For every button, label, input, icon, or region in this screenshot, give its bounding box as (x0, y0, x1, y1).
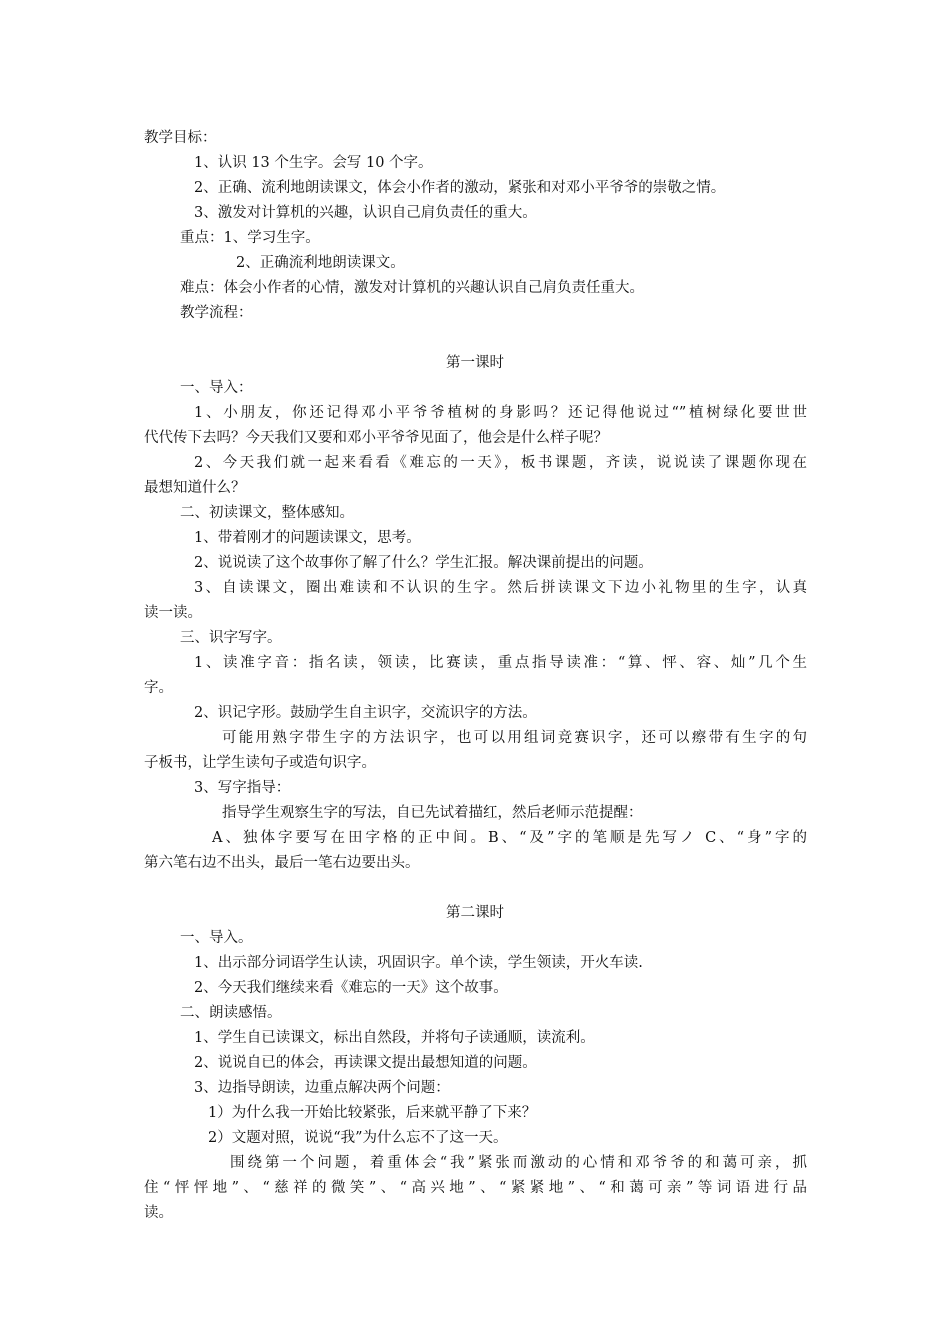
goal-item: 3、激发对计算机的兴趣，认识自己肩负责任的重大。 (194, 205, 537, 221)
paragraph-line: 3、自读课文，圈出难读和不认识的生字。然后拼读课文下边小礼物里的生字，认真 (194, 580, 807, 596)
paragraph-line: 围绕第一个问题，着重体会“我”紧张而激动的心情和邓爷爷的和蔼可亲，抓 (230, 1155, 807, 1171)
paragraph-line: 住“怦怦地”、“慈祥的微笑”、“高兴地”、“紧紧地”、“和蔼可亲”等词语进行品 (144, 1180, 807, 1196)
paragraph-line: 字。 (144, 680, 173, 696)
list-item: 1、学生自已读课文，标出自然段，并将句子读通顺，读流利。 (194, 1030, 595, 1046)
paragraph-line: 读一读。 (144, 605, 202, 621)
key-points: 重点：1、学习生字。 (180, 230, 320, 246)
sub-list-item: 2）文题对照，说说“我”为什么忘不了这一天。 (208, 1130, 508, 1146)
sub-list-item: 1）为什么我一开始比较紧张，后来就平静了下来？ (208, 1105, 537, 1121)
section-heading: 一、导入。 (180, 930, 253, 946)
key-points-item: 2、正确流利地朗读课文。 (236, 255, 405, 271)
list-item: 3、写字指导： (194, 780, 291, 796)
paragraph-line: 2、今天我们就一起来看看《难忘的一天》，板书课题，齐读，说说读了课题你现在 (194, 455, 807, 471)
paragraph-line: 1、小朋友，你还记得邓小平爷爷植树的身影吗？还记得他说过“”植树绿化要世世 (194, 405, 807, 421)
goal-item: 1、认识 13 个生字。会写 10 个字。 (194, 155, 433, 171)
paragraph-line: 第六笔右边不出头，最后一笔右边要出头。 (144, 855, 420, 871)
teaching-process-heading: 教学流程： (180, 305, 253, 321)
section-heading: 二、朗读感悟。 (180, 1005, 282, 1021)
paragraph-line: 子板书，让学生读句子或造句识字。 (144, 755, 376, 771)
paragraph-line: 最想知道什么？ (144, 480, 246, 496)
section-heading: 三、识字写字。 (180, 630, 282, 646)
paragraph-line: 代代传下去吗？今天我们又要和邓小平爷爷见面了，他会是什么样子呢？ (144, 430, 608, 446)
list-item: 2、说说自已的体会，再读课文提出最想知道的问题。 (194, 1055, 537, 1071)
section-heading: 二、初读课文，整体感知。 (180, 505, 354, 521)
paragraph-line: 指导学生观察生字的写法，自已先试着描红，然后老师示范提醒： (222, 805, 643, 821)
lesson-two-title: 第二课时 (446, 905, 504, 921)
goal-item: 2、正确、流利地朗读课文，体会小作者的激动，紧张和对邓小平爷爷的崇敬之情。 (194, 180, 726, 196)
paragraph-line: 读。 (144, 1205, 173, 1221)
list-item: 3、边指导朗读，边重点解决两个问题： (194, 1080, 450, 1096)
teaching-goals-heading: 教学目标： (144, 130, 217, 146)
list-item: 1、出示部分词语学生认读，巩固识字。单个读，学生领读，开火车读. (194, 955, 643, 971)
difficulties: 难点：体会小作者的心情，激发对计算机的兴趣认识自己肩负责任重大。 (180, 280, 644, 296)
paragraph-line: 可能用熟字带生字的方法识字，也可以用组词竞赛识字，还可以瘵带有生字的句 (222, 730, 807, 746)
section-heading: 一、导入： (180, 380, 253, 396)
list-item: 2、识记字形。鼓励学生自主识字，交流识字的方法。 (194, 705, 537, 721)
list-item: 2、今天我们继续来看《难忘的一天》这个故事。 (194, 980, 508, 996)
lesson-one-title: 第一课时 (446, 355, 504, 371)
paragraph-line: 1、读准字音：指名读，领读，比赛读，重点指导读准：“算、怦、容、灿”几个生 (194, 655, 807, 671)
list-item: 2、说说读了这个故事你了解了什么？学生汇报。解决课前提出的问题。 (194, 555, 653, 571)
paragraph-line: A、独体字要写在田字格的正中间。B、“及”字的笔顺是先写ノ C、“身”字的 (212, 830, 807, 846)
list-item: 1、带着刚才的问题读课文，思考。 (194, 530, 421, 546)
